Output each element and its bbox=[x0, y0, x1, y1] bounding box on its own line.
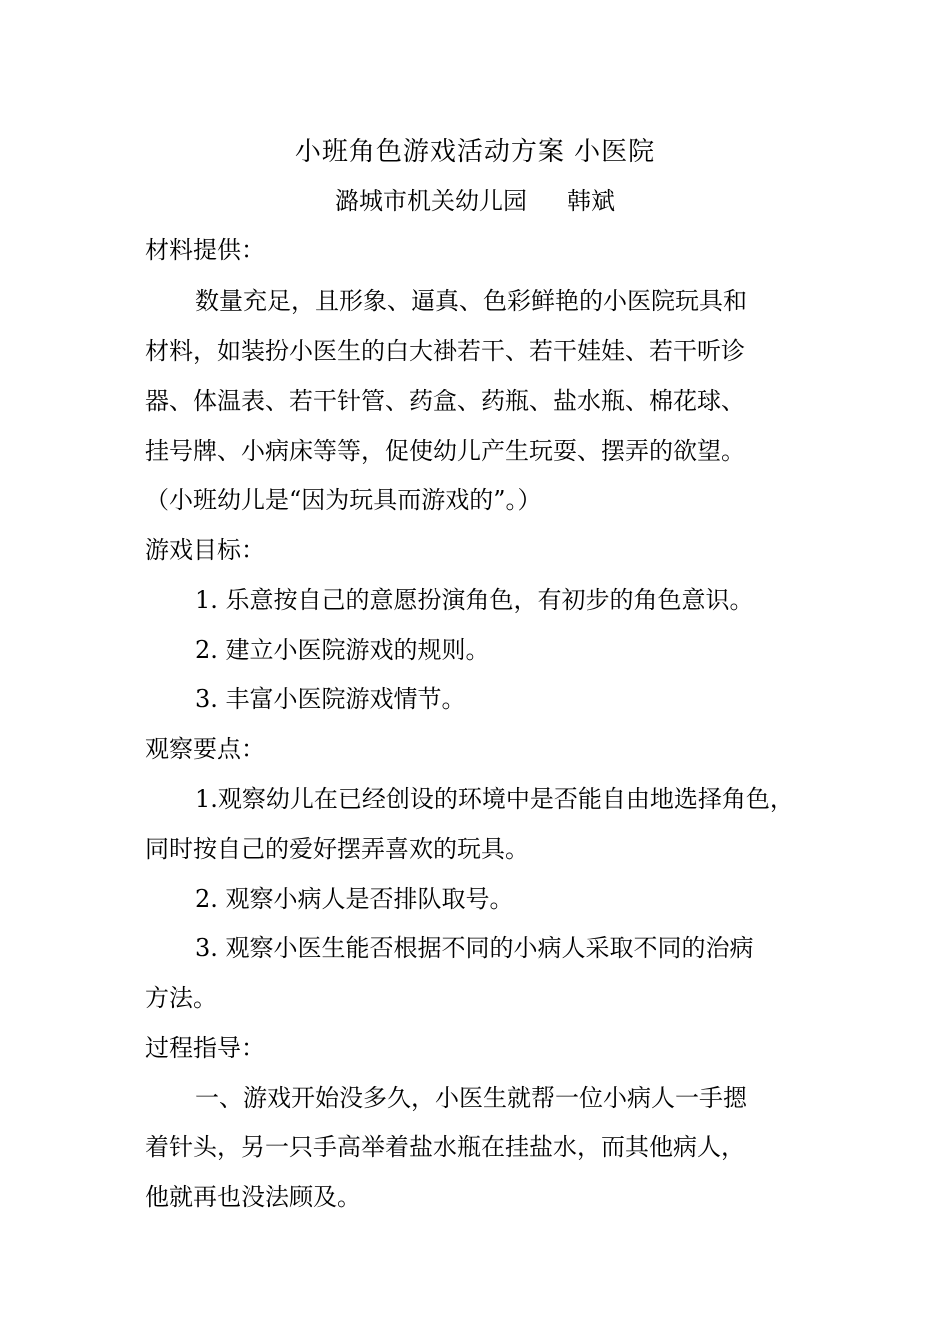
author-name: 韩斌 bbox=[567, 187, 615, 215]
materials-line: 挂号牌、小病床等等，促使幼儿产生玩耍、摆弄的欲望。 bbox=[145, 437, 745, 465]
observation-line: 2. 观察小病人是否排队取号。 bbox=[195, 885, 514, 913]
goal-item: 1. 乐意按自己的意愿扮演角色，有初步的角色意识。 bbox=[195, 586, 754, 614]
guidance-line: 着针头，另一只手高举着盐水瓶在挂盐水，而其他病人， bbox=[145, 1133, 745, 1161]
goals-heading: 游戏目标： bbox=[145, 536, 265, 564]
observation-line: 3. 观察小医生能否根据不同的小病人采取不同的治病 bbox=[195, 934, 754, 962]
author-line bbox=[0, 185, 950, 217]
materials-line: 数量充足，且形象、逼真、色彩鲜艳的小医院玩具和 bbox=[195, 287, 747, 315]
materials-line: 材料，如装扮小医生的白大褂若干、若干娃娃、若干听诊 bbox=[145, 337, 745, 365]
guidance-line: 一、游戏开始没多久，小医生就帮一位小病人一手摁 bbox=[195, 1084, 747, 1112]
observation-line: 1.观察幼儿在已经创设的环境中是否能自由地选择角色， bbox=[195, 785, 794, 813]
goal-item: 2. 建立小医院游戏的规则。 bbox=[195, 636, 490, 664]
author-org: 潞城市机关幼儿园 bbox=[335, 187, 527, 215]
goal-item: 3. 丰富小医院游戏情节。 bbox=[195, 685, 466, 713]
materials-note: （小班幼儿是“因为玩具而游戏的”。） bbox=[145, 486, 542, 514]
document-title: 小班角色游戏活动方案 小医院 bbox=[294, 137, 656, 167]
observation-line: 方法。 bbox=[145, 984, 217, 1012]
guidance-line: 他就再也没法顾及。 bbox=[145, 1183, 361, 1211]
observation-heading: 观察要点： bbox=[145, 735, 265, 763]
materials-heading: 材料提供： bbox=[145, 236, 265, 264]
observation-line: 同时按自己的爱好摆弄喜欢的玩具。 bbox=[145, 835, 529, 863]
materials-line: 器、体温表、若干针管、药盒、药瓶、盐水瓶、棉花球、 bbox=[145, 387, 745, 415]
guidance-heading: 过程指导： bbox=[145, 1034, 265, 1062]
